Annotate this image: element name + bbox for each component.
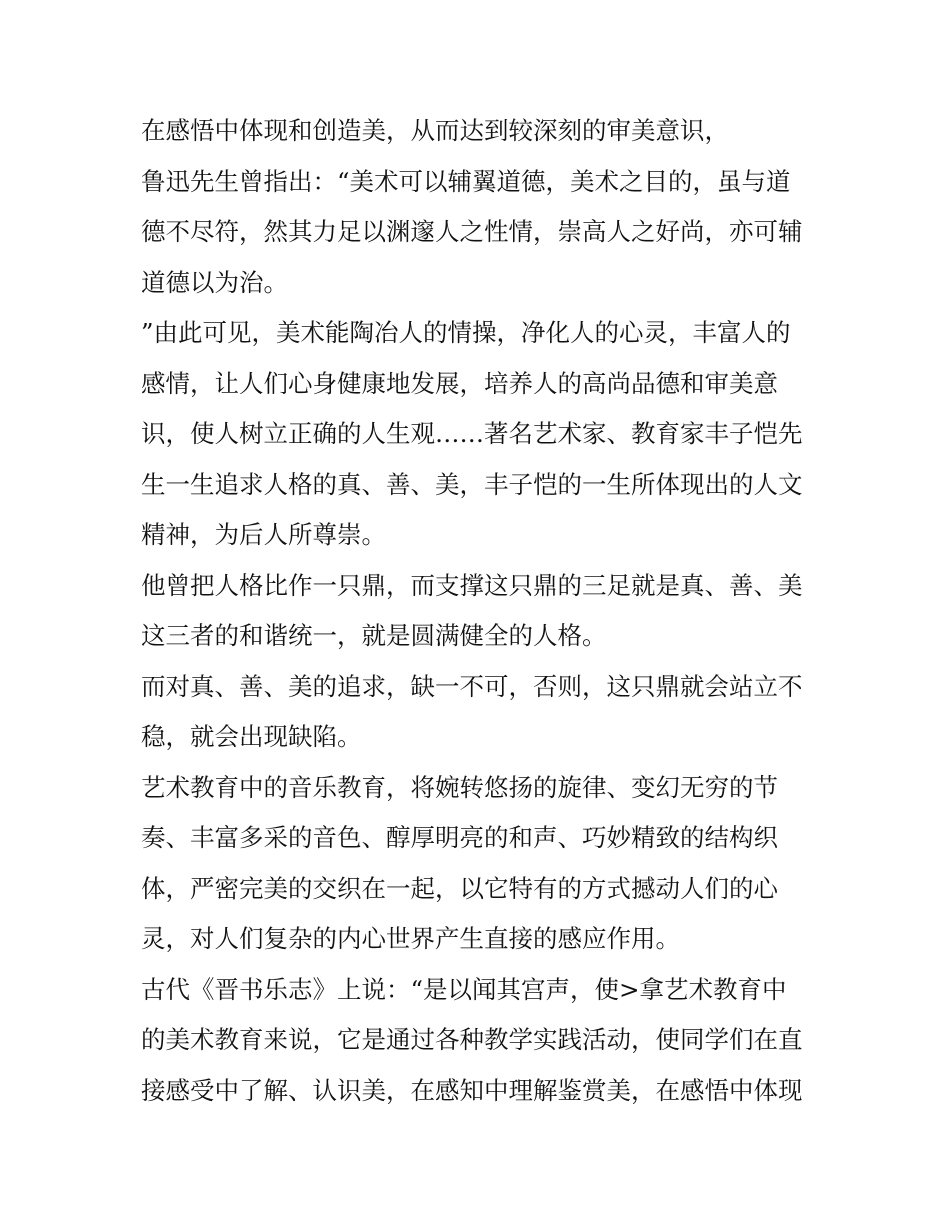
text-line: 在感悟中体现和创造美，从而达到较深刻的审美意识， — [141, 116, 729, 145]
text-line: 稳，就会出现缺陷。 — [141, 722, 362, 751]
text-line: 他曾把人格比作一只鼎，而支撑这只鼎的三足就是真、善、美 — [141, 570, 803, 600]
text-line: 体，严密完美的交织在一起，以它特有的方式撼动人们的心 — [141, 873, 778, 903]
text-line: 灵，对人们复杂的内心世界产生直接的感应作用。 — [141, 924, 680, 953]
text-line: 接感受中了解、认识美，在感知中理解鉴赏美，在感悟中体现 — [141, 1075, 803, 1105]
text-line: 的美术教育来说，它是通过各种教学实践活动，使同学们在直 — [141, 1025, 803, 1054]
text-line: 古代《晋书乐志》上说：“是以闻其宫声，使>拿艺术教育中 — [141, 974, 787, 1004]
text-line: 而对真、善、美的追求，缺一不可，否则，这只鼎就会站立不 — [141, 671, 803, 701]
text-line: 奏、丰富多采的音色、醇厚明亮的和声、巧妙精致的结构织 — [141, 823, 778, 852]
body-text — [141, 106, 821, 1116]
text-line: 艺术教育中的音乐教育，将婉转悠扬的旋律、变幻无穷的节 — [141, 772, 778, 802]
text-line: ”由此可见，美术能陶冶人的情操，净化人的心灵，丰富人的 — [141, 318, 791, 347]
text-line: 德不尽符，然其力足以渊邃人之性情，崇高人之好尚，亦可辅 — [141, 217, 803, 246]
text-line: 生一生追求人格的真、善、美，丰子恺的一生所体现出的人文 — [141, 469, 803, 499]
text-line: 道德以为治。 — [141, 267, 288, 297]
text-line: 这三者的和谐统一，就是圆满健全的人格。 — [141, 621, 607, 650]
text-line: 识，使人树立正确的人生观……著名艺术家、教育家丰子恺先 — [141, 419, 803, 448]
text-line: 鲁迅先生曾指出：“美术可以辅翼道德，美术之目的，虽与道 — [141, 166, 791, 196]
text-line: 感情，让人们心身健康地发展，培养人的高尚品德和审美意 — [141, 368, 778, 398]
text-line: 精神，为后人所尊崇。 — [141, 520, 386, 549]
